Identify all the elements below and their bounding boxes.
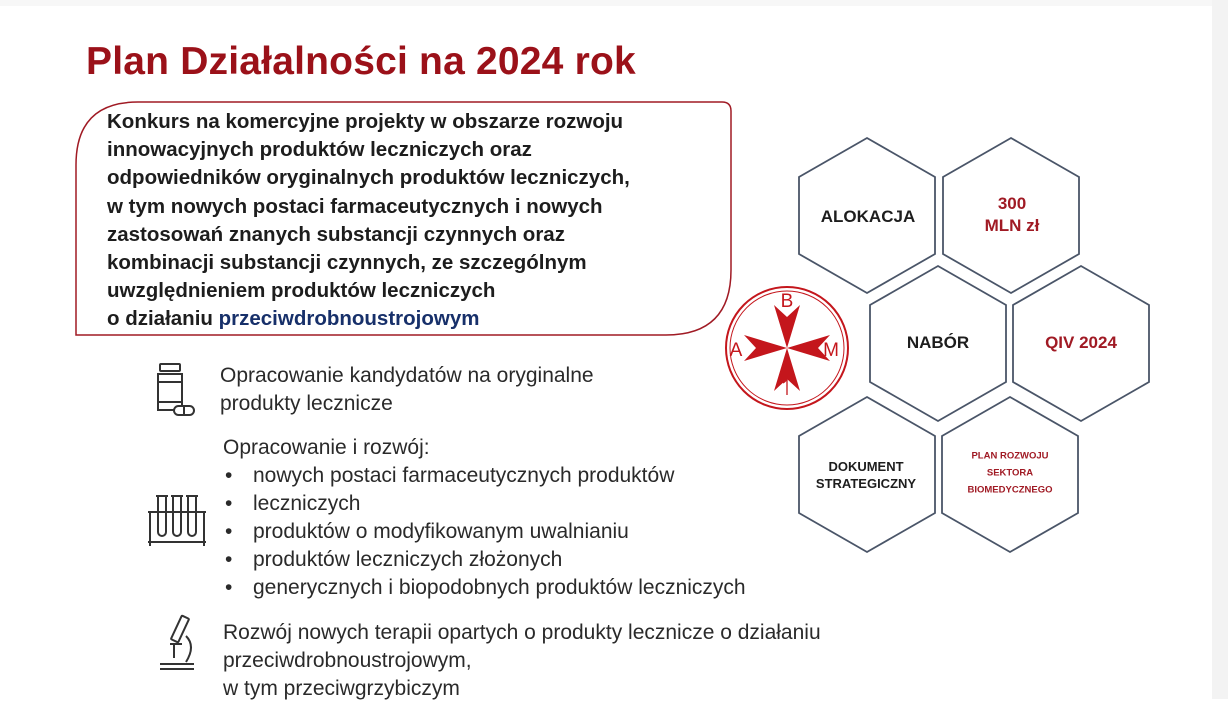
logo-letter-b: B bbox=[780, 291, 794, 312]
dokument-line: DOKUMENT bbox=[828, 459, 904, 474]
amount-line: 300 bbox=[997, 194, 1027, 213]
item3-line: Rozwój nowych terapii opartych o produkty lecznicze o działaniu bbox=[223, 621, 821, 644]
callout-line: innowacyjnych produktów leczniczych oraz bbox=[107, 138, 532, 162]
callout-highlight: przeciwdrobnoustrojowym bbox=[218, 307, 480, 331]
plan-line: PLAN ROZWOJU bbox=[971, 450, 1049, 462]
logo-letter-m: M bbox=[823, 340, 839, 361]
callout-line: kombinacji substancji czynnych, ze szczególnym bbox=[107, 251, 587, 275]
callout-line: zastosowań znanych substancji czynnych oraz bbox=[107, 222, 565, 246]
item3-line: w tym przeciwgrzybiczym bbox=[223, 677, 460, 700]
bullet-item: • generycznych i biopodobnych produktów leczniczych bbox=[223, 574, 746, 602]
callout-line: uwzględnieniem produktów leczniczych bbox=[107, 279, 496, 303]
bullet-item: • nowych postaci farmaceutycznych produktów bbox=[223, 462, 746, 490]
item1-line: Opracowanie kandydatów na oryginalne bbox=[220, 364, 594, 387]
item1-line: produkty lecznicze bbox=[220, 392, 393, 415]
dokument-line: STRATEGICZNY bbox=[815, 476, 917, 491]
item2-heading: Opracowanie i rozwój: bbox=[223, 436, 430, 459]
bullet-continuation-text: leczniczych bbox=[253, 492, 361, 515]
callout-line: odpowiedników oryginalnych produktów leczniczych, bbox=[107, 166, 630, 190]
amount-line: MLN zł bbox=[984, 216, 1040, 235]
plan-line: BIOMEDYCZNEGO bbox=[967, 484, 1053, 496]
plan-line: SEKTORA bbox=[986, 467, 1034, 479]
item3-line: przeciwdrobnoustrojowym, bbox=[223, 649, 472, 672]
bullet-item: • produktów o modyfikowanym uwalnianiu bbox=[223, 518, 746, 546]
hex-label-nabor: NABÓR bbox=[906, 333, 970, 352]
bullet-item: • produktów leczniczych złożonych bbox=[223, 546, 746, 574]
hex-label-amount bbox=[985, 193, 1040, 237]
callout-line: w tym nowych postaci farmaceutycznych i nowych bbox=[107, 194, 603, 218]
page-title: Plan Działalności na 2024 rok bbox=[86, 40, 636, 83]
hex-label-quarter: QIV 2024 bbox=[1045, 333, 1117, 352]
callout-line: Konkurs na komercyjne projekty w obszarze rozwoju bbox=[107, 110, 624, 133]
callout-prefix: o działaniu bbox=[107, 307, 219, 331]
logo-letter-a: A bbox=[729, 340, 743, 361]
hex-label-alokacja: ALOKACJA bbox=[820, 207, 916, 226]
hex-label-dokument bbox=[816, 458, 916, 492]
hex-label-plan bbox=[968, 448, 1053, 499]
